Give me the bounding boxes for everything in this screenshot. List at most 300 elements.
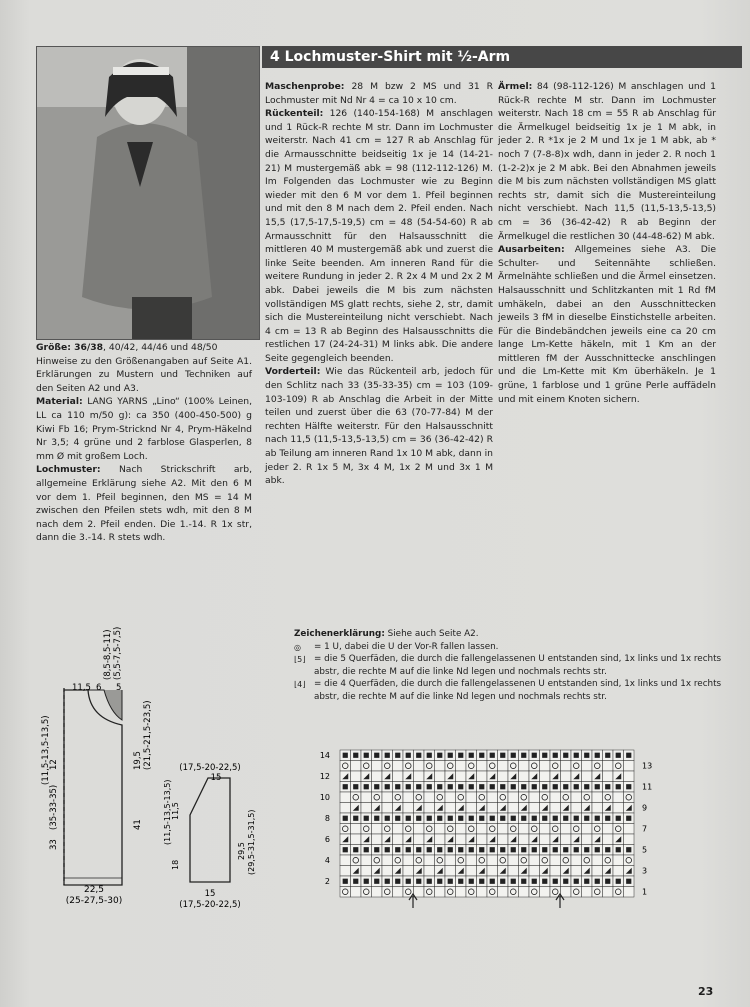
chart-cell bbox=[582, 792, 593, 803]
chart-stitch-mark bbox=[395, 753, 400, 758]
chart-cell bbox=[508, 792, 519, 803]
chart-stitch-mark bbox=[605, 879, 610, 884]
chart-cell bbox=[477, 761, 488, 772]
chart-cell bbox=[351, 834, 362, 845]
lower-height-label: 18 bbox=[171, 859, 180, 870]
size-label: Größe: 36/38 bbox=[36, 342, 104, 353]
chart-stitch-mark bbox=[563, 816, 568, 821]
chart-cell bbox=[361, 855, 372, 866]
chart-stitch-mark bbox=[427, 879, 432, 884]
chart-cell bbox=[613, 761, 624, 772]
chart-cell bbox=[487, 803, 498, 814]
chart-cell bbox=[456, 771, 467, 782]
chart-stitch-mark bbox=[343, 753, 348, 758]
chart-stitch-mark bbox=[385, 879, 390, 884]
chart-cell bbox=[414, 761, 425, 772]
chart-stitch-mark bbox=[469, 784, 474, 789]
chart-cell bbox=[550, 866, 561, 877]
chart-stitch-mark bbox=[479, 784, 484, 789]
chart-cell bbox=[466, 792, 477, 803]
chart-cell bbox=[466, 855, 477, 866]
neck-depth-label: 5 bbox=[116, 683, 122, 693]
chart-stitch-mark bbox=[374, 753, 379, 758]
back-label: Rückenteil: bbox=[265, 108, 324, 120]
chart-stitch-mark bbox=[605, 753, 610, 758]
chart-stitch-mark bbox=[542, 753, 547, 758]
chart-stitch-mark bbox=[511, 879, 516, 884]
chart-stitch-mark bbox=[353, 816, 358, 821]
chart-row-label-left: 4 bbox=[324, 856, 330, 865]
chart-cell bbox=[529, 887, 540, 898]
chart-stitch-mark bbox=[500, 847, 505, 852]
chart-stitch-mark bbox=[479, 816, 484, 821]
chart-cell bbox=[613, 824, 624, 835]
chart-stitch-mark bbox=[511, 784, 516, 789]
chart-cell bbox=[456, 761, 467, 772]
chart-stitch-mark bbox=[427, 784, 432, 789]
chart-row-label-right: 11 bbox=[642, 782, 653, 792]
chart-cell bbox=[624, 824, 635, 835]
chart-cell bbox=[382, 792, 393, 803]
chart-cell bbox=[624, 771, 635, 782]
chart-cell bbox=[372, 834, 383, 845]
chart-stitch-mark bbox=[374, 879, 379, 884]
chart-cell bbox=[498, 792, 509, 803]
chart-cell bbox=[487, 887, 498, 898]
chart-cell bbox=[603, 834, 614, 845]
chart-cell bbox=[445, 824, 456, 835]
chart-stitch-mark bbox=[469, 847, 474, 852]
chart-stitch-mark bbox=[574, 879, 579, 884]
chart-stitch-mark bbox=[490, 784, 495, 789]
chart-stitch-mark bbox=[584, 753, 589, 758]
chart-cell bbox=[498, 887, 509, 898]
body-outline bbox=[64, 690, 122, 885]
chart-cell bbox=[603, 887, 614, 898]
page-number: 23 bbox=[698, 985, 714, 998]
legend-title: Zeichenerklärung: bbox=[294, 629, 385, 639]
chart-cell bbox=[445, 761, 456, 772]
sleeve-top-sizes: (17,5-20-22,5) bbox=[179, 763, 241, 773]
chart-cell bbox=[445, 866, 456, 877]
chart-cell bbox=[435, 855, 446, 866]
chart-cell bbox=[571, 803, 582, 814]
chart-stitch-mark bbox=[427, 816, 432, 821]
chart-stitch-mark bbox=[553, 847, 558, 852]
chart-stitch-mark bbox=[605, 816, 610, 821]
chart-stitch-mark bbox=[542, 784, 547, 789]
schematic-sleeve bbox=[163, 760, 273, 910]
chart-cell bbox=[424, 761, 435, 772]
text-column-left bbox=[36, 341, 252, 545]
chart-stitch-mark bbox=[490, 753, 495, 758]
chart-row-label-right: 9 bbox=[642, 803, 648, 813]
total-height-label: 33 bbox=[49, 839, 59, 850]
chart-cell bbox=[340, 866, 351, 877]
chart-stitch-mark bbox=[406, 753, 411, 758]
schematic-body bbox=[36, 620, 156, 910]
chart-cell bbox=[351, 771, 362, 782]
chart-stitch-mark bbox=[385, 847, 390, 852]
chart-row-label-right: 13 bbox=[642, 761, 653, 771]
chart-stitch-mark bbox=[353, 879, 358, 884]
chart-stitch-mark bbox=[626, 879, 631, 884]
chart-cell bbox=[393, 792, 404, 803]
chart-stitch-mark bbox=[458, 879, 463, 884]
chart-cell bbox=[603, 771, 614, 782]
chart-stitch-mark bbox=[616, 879, 621, 884]
chart-cell bbox=[382, 761, 393, 772]
material-label: Material: bbox=[36, 396, 83, 408]
chart-cell bbox=[498, 761, 509, 772]
chart-stitch-mark bbox=[616, 753, 621, 758]
chart-cell bbox=[351, 761, 362, 772]
chart-stitch-mark bbox=[626, 784, 631, 789]
chart-cell bbox=[498, 834, 509, 845]
chart-cell bbox=[592, 803, 603, 814]
chart-stitch-mark bbox=[469, 753, 474, 758]
chart-stitch-mark bbox=[553, 879, 558, 884]
chart-cell bbox=[550, 855, 561, 866]
chart-cell bbox=[382, 803, 393, 814]
front-text: Wie das Rückenteil arb, jedoch für den Schlitz nach 33 (35-33-35) cm = 103 (109-103-109) R ab Anschlag die Arbeit in der Mitte teilen und zuerst über die 63 (70-77-84) M der rechten Hälfte weiterstr. Für den Halsausschnitt nach 11,5 (11,5-13,5-13,5) cm = 36 (36-42-42) R ab Teilung am inneren Rand 1x 10 M abk, dann in jeder 2. R 1x 5 M, 3x 4 M, 1x 2 M und 3x 1 M abk. bbox=[265, 366, 493, 487]
chart-cell bbox=[508, 803, 519, 814]
chart-cell bbox=[372, 855, 383, 866]
material-text: LANG YARNS „Lino“ (100% Leinen, LL ca 110 m/50 g): ca 350 (400-450-500) g Kiwi Fb 16; Prym-Stricknd Nr 4, Prym-Häkelnd Nr 3,5; 4 grüne und 2 farblose Glasperlen, 8 mm Ø mit großem Loch. bbox=[36, 396, 252, 462]
chart-stitch-mark bbox=[574, 753, 579, 758]
legend-item-text: = die 4 Querfäden, die durch die fallengelassenen U entstanden sind, 1x links und 1x rechts abstr, die rechte M auf die linke Nd legen und nochmals rechts str. bbox=[314, 679, 722, 702]
chart-cell bbox=[435, 824, 446, 835]
armhole-height-label: (8,5-8,5-11) bbox=[103, 629, 113, 680]
chart-cell bbox=[529, 792, 540, 803]
front-label: Vorderteil: bbox=[265, 366, 321, 378]
chart-stitch-mark bbox=[595, 847, 600, 852]
chart-cell bbox=[592, 855, 603, 866]
chart-cell bbox=[613, 866, 624, 877]
chart-stitch-mark bbox=[616, 847, 621, 852]
chart-cell bbox=[403, 866, 414, 877]
five-strand-symbol-icon: ⌊5⌋ bbox=[294, 655, 306, 665]
chart-cell bbox=[519, 824, 530, 835]
chart-row-label-left: 12 bbox=[319, 772, 330, 781]
chart-cell bbox=[540, 761, 551, 772]
chart-cell bbox=[414, 771, 425, 782]
chart-cell bbox=[466, 761, 477, 772]
chart-cell bbox=[603, 824, 614, 835]
sleeve-top-label: 15 bbox=[210, 773, 222, 783]
chart-stitch-mark bbox=[427, 753, 432, 758]
chart-cell bbox=[351, 887, 362, 898]
chart-cell bbox=[613, 792, 624, 803]
chart-stitch-mark bbox=[458, 753, 463, 758]
chart-stitch-mark bbox=[521, 784, 526, 789]
chart-stitch-mark bbox=[626, 816, 631, 821]
chart-cell bbox=[603, 761, 614, 772]
chart-stitch-mark bbox=[364, 753, 369, 758]
chart-stitch-mark bbox=[584, 784, 589, 789]
chart-cell bbox=[561, 855, 572, 866]
chart-cell bbox=[540, 824, 551, 835]
chart-stitch-mark bbox=[458, 784, 463, 789]
chart-cell bbox=[393, 824, 404, 835]
chart-cell bbox=[592, 792, 603, 803]
total-height-sizes: (35-33-35) bbox=[49, 784, 59, 830]
armhole-sizes: (21,5-21,5-23,5) bbox=[143, 700, 153, 770]
chart-cell bbox=[550, 824, 561, 835]
chart-stitch-mark bbox=[574, 784, 579, 789]
chart-stitch-mark bbox=[395, 816, 400, 821]
chart-cell bbox=[361, 792, 372, 803]
chart-stitch-mark bbox=[395, 784, 400, 789]
chart-cell bbox=[361, 866, 372, 877]
chart-stitch-mark bbox=[364, 879, 369, 884]
chart-cell bbox=[477, 824, 488, 835]
chart-cell bbox=[508, 855, 519, 866]
chart-cell bbox=[424, 866, 435, 877]
neck-shaping bbox=[88, 690, 122, 720]
chart-stitch-mark bbox=[416, 753, 421, 758]
chart-cell bbox=[382, 824, 393, 835]
chart-cell bbox=[382, 887, 393, 898]
chart-stitch-mark bbox=[479, 753, 484, 758]
sleeve-text: 84 (98-112-126) M anschlagen und 1 Rück-R rechte M str. Dann im Lochmuster weiterstr. Nach 18 cm = 55 R ab Anschlag für die Ärmelkugel beidseitig 1x je 1 M abk, in jeder 2. R *1x je 2 M und 1x je 1 M abk, ab * noch 7 (7-8-8)x wdh, dann in jeder 2. R noch 1 (1-2-2)x je 2 M abk. Bei den Abnahmen jeweils die M bis zum nächsten vollständigen MS glatt rechts str, damit sich die Mustereinteilung nicht verschiebt. Nach 11,5 (11,5-13,5-13,5) cm = 36 (36-42-42) R ab Beginn der Ärmelkugel die restlichen 30 (44-48-62) M abk. bbox=[498, 81, 716, 242]
chart-cell bbox=[424, 803, 435, 814]
sleeve-height-label: 29,5 bbox=[237, 842, 246, 860]
chart-stitch-mark bbox=[605, 847, 610, 852]
chart-row-label-left: 2 bbox=[324, 877, 330, 886]
chart-cell bbox=[519, 761, 530, 772]
chart-stitch-mark bbox=[343, 784, 348, 789]
chart-stitch-mark bbox=[353, 847, 358, 852]
chart-cell bbox=[340, 792, 351, 803]
chart-stitch-mark bbox=[406, 879, 411, 884]
chart-cell bbox=[414, 855, 425, 866]
text-column-right bbox=[498, 80, 716, 406]
chart-stitch-mark bbox=[532, 847, 537, 852]
chart-cell bbox=[498, 855, 509, 866]
chart-stitch-mark bbox=[385, 784, 390, 789]
chart-stitch-mark bbox=[469, 816, 474, 821]
sleeve-outline bbox=[190, 778, 230, 882]
chart-cell bbox=[456, 834, 467, 845]
size-notes: Hinweise zu den Größenangaben auf Seite A1. Erklärungen zu Mustern und Techniken auf den Seiten A2 und A3. bbox=[36, 355, 252, 394]
chart-cell bbox=[403, 824, 414, 835]
chart-row-label-left: 10 bbox=[319, 793, 330, 802]
legend-reference: Siehe auch Seite A2. bbox=[387, 629, 479, 639]
chart-cell bbox=[571, 824, 582, 835]
chart-cell bbox=[424, 824, 435, 835]
armhole-height-sizes: (5,5-7,5-7,5) bbox=[113, 626, 123, 680]
chart-cell bbox=[540, 855, 551, 866]
chart-cell bbox=[603, 855, 614, 866]
chart-cell bbox=[393, 771, 404, 782]
chart-stitch-mark bbox=[595, 816, 600, 821]
chart-cell bbox=[508, 866, 519, 877]
chart-cell bbox=[571, 866, 582, 877]
chart-stitch-mark bbox=[437, 784, 442, 789]
chart-stitch-mark bbox=[385, 753, 390, 758]
chart-stitch-mark bbox=[521, 816, 526, 821]
sleeve-bottom-label: 15 bbox=[204, 889, 216, 899]
chart-stitch-mark bbox=[626, 847, 631, 852]
gauge-label: Maschenprobe: bbox=[265, 81, 345, 92]
chart-cell bbox=[550, 803, 561, 814]
chart-row-label-left: 6 bbox=[324, 835, 330, 844]
chart-cell bbox=[540, 771, 551, 782]
chart-cell bbox=[372, 761, 383, 772]
chart-stitch-mark bbox=[490, 879, 495, 884]
chart-cell bbox=[435, 834, 446, 845]
chart-cell bbox=[424, 792, 435, 803]
chart-cell bbox=[561, 771, 572, 782]
chart-cell bbox=[540, 834, 551, 845]
chart-stitch-mark bbox=[511, 753, 516, 758]
chart-stitch-mark bbox=[385, 816, 390, 821]
chart-cell bbox=[540, 887, 551, 898]
chart-stitch-mark bbox=[532, 816, 537, 821]
chart-stitch-mark bbox=[416, 847, 421, 852]
chart-stitch-mark bbox=[626, 753, 631, 758]
width-label: 22,5 bbox=[83, 885, 105, 895]
chart-cell bbox=[624, 792, 635, 803]
chart-cell bbox=[424, 855, 435, 866]
yarn-over-symbol-icon: ◎ bbox=[294, 642, 301, 652]
chart-stitch-mark bbox=[448, 879, 453, 884]
chart-cell bbox=[414, 834, 425, 845]
chart-stitch-mark bbox=[343, 847, 348, 852]
chart-stitch-mark bbox=[490, 847, 495, 852]
chart-cell bbox=[529, 855, 540, 866]
chart-stitch-mark bbox=[595, 753, 600, 758]
chart-cell bbox=[592, 761, 603, 772]
chart-row-label-right: 7 bbox=[642, 824, 648, 834]
chart-row-label-right: 3 bbox=[642, 866, 648, 876]
sleeve-label: Ärmel: bbox=[498, 81, 533, 92]
lace-pattern-label: Lochmuster: bbox=[36, 464, 101, 476]
chart-cell bbox=[561, 792, 572, 803]
legend-item-text: = die 5 Querfäden, die durch die fallengelassenen U entstanden sind, 1x links und 1x rechts abstr, die rechte M auf die linke Nd legen und nochmals rechts str. bbox=[314, 654, 722, 677]
chart-cell bbox=[435, 792, 446, 803]
stitch-chart bbox=[300, 748, 680, 918]
chart-cell bbox=[393, 761, 404, 772]
legend-item-text: = 1 U, dabei die U der Vor-R fallen lassen. bbox=[314, 641, 499, 652]
chart-cell bbox=[561, 761, 572, 772]
chart-cell bbox=[456, 824, 467, 835]
size-values: , 40/42, 44/46 und 48/50 bbox=[103, 342, 218, 353]
chart-stitch-mark bbox=[542, 879, 547, 884]
chart-cell bbox=[456, 855, 467, 866]
chart-cell bbox=[508, 887, 519, 898]
chart-stitch-mark bbox=[511, 816, 516, 821]
chart-cell bbox=[613, 803, 624, 814]
chart-cell bbox=[372, 887, 383, 898]
finishing-label: Ausarbeiten: bbox=[498, 244, 565, 256]
chart-cell bbox=[540, 792, 551, 803]
chart-grid bbox=[340, 750, 634, 897]
chart-cell bbox=[529, 824, 540, 835]
chart-stitch-mark bbox=[563, 753, 568, 758]
chart-cell bbox=[466, 824, 477, 835]
chart-cell bbox=[477, 834, 488, 845]
chart-stitch-mark bbox=[563, 784, 568, 789]
chart-stitch-mark bbox=[458, 816, 463, 821]
chart-cell bbox=[582, 834, 593, 845]
chart-stitch-mark bbox=[437, 847, 442, 852]
chart-cell bbox=[519, 792, 530, 803]
chart-cell bbox=[624, 761, 635, 772]
chart-stitch-mark bbox=[584, 879, 589, 884]
chart-cell bbox=[519, 834, 530, 845]
slit-height-sizes: (11,5-13,5-13,5) bbox=[41, 715, 51, 785]
chart-stitch-mark bbox=[437, 816, 442, 821]
chart-cell bbox=[466, 803, 477, 814]
chart-stitch-mark bbox=[364, 784, 369, 789]
chart-cell bbox=[613, 855, 624, 866]
chart-stitch-mark bbox=[353, 753, 358, 758]
article-title: 4 Lochmuster-Shirt mit ½-Arm bbox=[262, 46, 742, 68]
chart-cell bbox=[340, 803, 351, 814]
gauge-text: 28 M bzw 2 MS und 31 R Lochmuster mit Nd Nr 4 = ca 10 x 10 cm. bbox=[265, 81, 494, 106]
chart-stitch-mark bbox=[406, 816, 411, 821]
chart-stitch-mark bbox=[437, 879, 442, 884]
chart-cell bbox=[466, 887, 477, 898]
chart-cell bbox=[498, 824, 509, 835]
width-sizes: (25-27,5-30) bbox=[65, 896, 123, 906]
chart-stitch-mark bbox=[437, 753, 442, 758]
chart-cell bbox=[382, 855, 393, 866]
chart-stitch-mark bbox=[374, 847, 379, 852]
chart-cell bbox=[519, 855, 530, 866]
chart-cell bbox=[487, 824, 498, 835]
chart-stitch-mark bbox=[353, 784, 358, 789]
chart-cell bbox=[435, 887, 446, 898]
chart-stitch-mark bbox=[563, 879, 568, 884]
chart-stitch-mark bbox=[542, 847, 547, 852]
chart-stitch-mark bbox=[521, 847, 526, 852]
chart-cell bbox=[414, 887, 425, 898]
chart-cell bbox=[582, 824, 593, 835]
chart-cell bbox=[550, 792, 561, 803]
chart-cell bbox=[477, 887, 488, 898]
chart-cell bbox=[582, 855, 593, 866]
chart-stitch-mark bbox=[521, 879, 526, 884]
chart-cell bbox=[561, 834, 572, 845]
chart-stitch-mark bbox=[595, 879, 600, 884]
chart-stitch-mark bbox=[490, 816, 495, 821]
chart-cell bbox=[372, 792, 383, 803]
chart-cell bbox=[445, 803, 456, 814]
chart-cell bbox=[456, 792, 467, 803]
chart-cell bbox=[592, 866, 603, 877]
chart-cell bbox=[372, 771, 383, 782]
chart-cell bbox=[477, 855, 488, 866]
chart-cell bbox=[571, 887, 582, 898]
chart-stitch-mark bbox=[364, 816, 369, 821]
chart-cell bbox=[361, 824, 372, 835]
chart-stitch-mark bbox=[500, 753, 505, 758]
chart-cell bbox=[613, 887, 624, 898]
chart-cell bbox=[519, 771, 530, 782]
chart-stitch-mark bbox=[584, 816, 589, 821]
lace-pattern-text: Nach Strickschrift arb, allgemeine Erklärung siehe A2. Mit den 6 M vor dem 1. Pfeil beginnen, den MS = 14 M zwischen den Pfeilen stets wdh, mit den 8 M nach dem 2. Pfeil enden. Die 1.-14. R 1x str, dann die 3.-14. R stets wdh. bbox=[36, 464, 252, 544]
chart-stitch-mark bbox=[395, 847, 400, 852]
chart-stitch-mark bbox=[542, 816, 547, 821]
legend-item bbox=[294, 653, 724, 678]
chart-stitch-mark bbox=[553, 784, 558, 789]
chart-cell bbox=[624, 855, 635, 866]
chart-cell bbox=[498, 771, 509, 782]
chart-row-label-right: 1 bbox=[642, 887, 648, 897]
